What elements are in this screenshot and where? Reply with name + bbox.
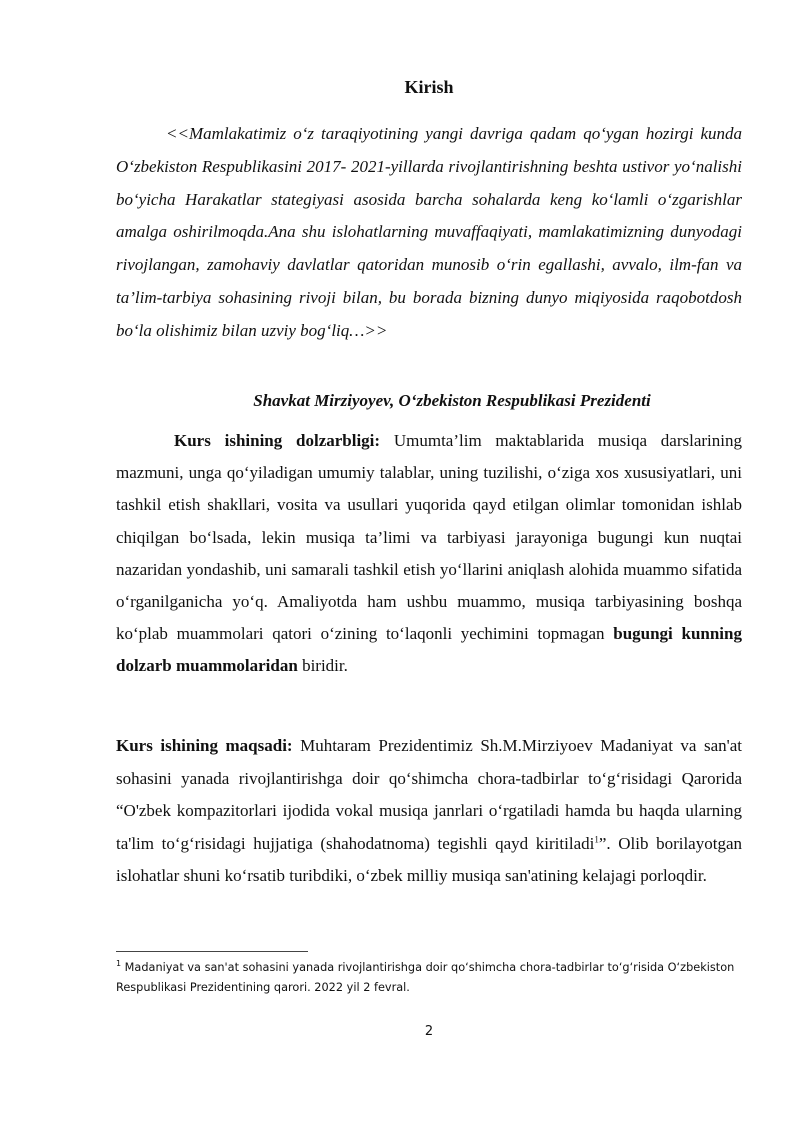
footnote-marker: 1 [116,959,122,969]
goal-text: Muhtaram Prezidentimiz Sh.M.Mirziyoev Madaniyat va san'at sohasini yanada rivojlantirishga doir qo‘shimcha chora-tadbirlar to‘g‘risidagi Qarorida “O'zbek kompazitorlari ijodida vokal musiqa janrlari o‘rgatiladi hamda bu haqda ularning ta'lim to‘g‘risidagi hujjatiga (shahodatnoma) tegishli qayd kiritiladi [116,736,742,853]
relevance-text-end: biridir. [297,656,348,676]
relevance-heading: Kurs ishining dolzarbligi: [174,431,381,450]
quote-author: Shavkat Mirziyoyev, O‘zbekiston Respublikasi Prezidenti [253,391,651,410]
relevance-bold-phrase: bugungi kunning dolzarb muammolaridan [116,624,742,676]
footnote-reference[interactable]: 1 [594,834,599,845]
goal-heading: Kurs ishining maqsadi: [116,736,293,755]
paragraph-relevance [116,425,742,683]
page-title: Kirish [404,77,454,97]
footnote-separator [116,951,308,952]
goal-text-end: ”. Olib borilayotgan islohatlar shuni ko‘rsatib turibdiki, o‘zbek milliy musiqa san'atining kelajagi porloqdir. [116,833,742,886]
relevance-text: Umumta’lim maktablarida musiqa darslarining mazmuni, unga qo‘yiladigan umumiy talablar, uning tuzilishi, o‘ziga xos xususiyatlari, uni tashkil etish shakllari, vosita va usullari yuqorida qayd etilgan olimlar tomonidan ishlab chiqilgan bo‘lsada, lekin musiqa ta’limi va tarbiyasi jarayoniga bugungi kun nuqtai nazaridan yondashib, uni samarali tashkil etish yo‘llarini aniqlash alohida muammo sifatida o‘rganilganicha yo‘q. Amaliyotda ham ushbu muammo, musiqa tarbiyasining boshqa ko‘plab muammolari qatori o‘zining to‘laqonli yechimini topmagan [116,431,742,644]
paragraph-goal [116,730,742,893]
footnote [116,958,756,998]
footnote-text: Madaniyat va san'at sohasini yanada rivojlantirishga doir qo‘shimcha chora-tadbirlar to‘g‘risida O‘zbekiston Respublikasi Prezidentining qarori. 2022 yil 2 fevral. [116,961,735,994]
page-number: 2 [424,1024,434,1039]
epigraph-quote: <<Mamlakatimiz o‘z taraqiyotining yangi davriga qadam qo‘ygan hozirgi kunda O‘zbekiston Respublikasini 2017- 2021-yillarda rivojlantirishning beshta ustivor yo‘nalishi bo‘yicha Harakatlar stategiyasi asosida barcha sohalarda keng ko‘lamli o‘zgarishlar amalga oshirilmoqda.Ana shu islohatlarning muvaffaqiyati, mamlakatimizning dunyodagi rivojlangan, zamohaviy davlatlar qatoridan munosib o‘rin egallashi, avvalo, ilm-fan va ta’lim-tarbiya sohasining rivoji bilan, bu borada bizning dunyo miqiyosida raqobotdosh bo‘la olishimiz bilan uzviy bog‘liq…>> [116,124,742,340]
